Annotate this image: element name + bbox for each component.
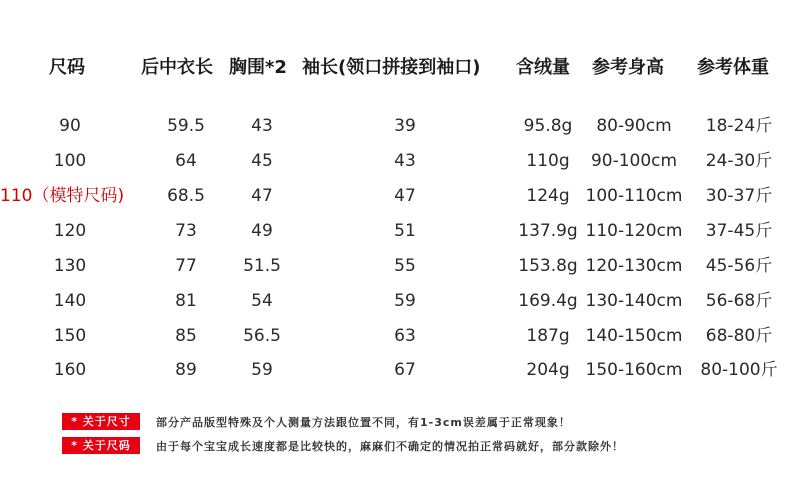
note-badge: * 关于尺码 <box>62 437 140 454</box>
cell-down-content: 110g <box>526 151 570 171</box>
cell-size: 110（模特尺码) <box>0 186 125 206</box>
cell-ref-weight: 24-30斤 <box>705 151 773 171</box>
cell-size: 90 <box>59 116 81 136</box>
header-down-content: 含绒量 <box>516 57 570 78</box>
cell-ref-weight: 30-37斤 <box>705 186 773 206</box>
note-fit <box>62 437 624 454</box>
cell-ref-height: 130-140cm <box>585 291 683 311</box>
header-ref-weight: 参考体重 <box>697 57 769 78</box>
cell-back-length: 85 <box>175 326 197 346</box>
cell-ref-height: 140-150cm <box>585 326 683 346</box>
cell-chest: 59 <box>251 360 273 380</box>
cell-ref-weight: 45-56斤 <box>705 256 773 276</box>
cell-back-length: 77 <box>175 256 197 276</box>
cell-down-content: 187g <box>526 326 570 346</box>
cell-down-content: 153.8g <box>518 256 578 276</box>
note-badge: * 关于尺寸 <box>62 413 140 430</box>
cell-size: 160 <box>53 360 87 380</box>
cell-ref-height: 120-130cm <box>585 256 683 276</box>
cell-sleeve: 63 <box>394 326 416 346</box>
cell-size: 130 <box>53 256 87 276</box>
cell-back-length: 64 <box>175 151 197 171</box>
cell-ref-height: 100-110cm <box>585 186 683 206</box>
cell-back-length: 81 <box>175 291 197 311</box>
cell-ref-height: 110-120cm <box>585 221 683 241</box>
cell-chest: 43 <box>251 116 273 136</box>
cell-down-content: 204g <box>526 360 570 380</box>
cell-ref-height: 90-100cm <box>590 151 678 171</box>
cell-sleeve: 55 <box>394 256 416 276</box>
cell-down-content: 137.9g <box>518 221 578 241</box>
cell-chest: 51.5 <box>243 256 281 276</box>
cell-down-content: 169.4g <box>518 291 578 311</box>
cell-ref-weight: 37-45斤 <box>705 221 773 241</box>
cell-chest: 49 <box>251 221 273 241</box>
header-back-length: 后中衣长 <box>141 57 213 78</box>
cell-back-length: 59.5 <box>167 116 205 136</box>
cell-down-content: 95.8g <box>523 116 573 136</box>
cell-ref-weight: 56-68斤 <box>705 291 773 311</box>
cell-back-length: 89 <box>175 360 197 380</box>
cell-back-length: 68.5 <box>167 186 205 206</box>
cell-sleeve: 39 <box>394 116 416 136</box>
note-text: 部分产品版型特殊及个人测量方法跟位置不同，有1-3cm误差属于正常现象！ <box>156 415 571 429</box>
note-size <box>62 413 571 430</box>
cell-ref-height: 80-90cm <box>596 116 672 136</box>
header-size: 尺码 <box>49 57 85 78</box>
cell-sleeve: 51 <box>394 221 416 241</box>
cell-sleeve: 47 <box>394 186 416 206</box>
cell-ref-weight: 18-24斤 <box>705 116 773 136</box>
cell-sleeve: 43 <box>394 151 416 171</box>
cell-chest: 47 <box>251 186 273 206</box>
cell-down-content: 124g <box>526 186 570 206</box>
header-sleeve: 袖长(领口拼接到袖口) <box>302 57 481 78</box>
cell-ref-weight: 80-100斤 <box>700 360 778 380</box>
header-chest: 胸围*2 <box>229 57 287 78</box>
note-text: 由于每个宝宝成长速度都是比较快的，麻麻们不确定的情况拍正常码就好，部分款除外！ <box>156 439 624 453</box>
header-ref-height: 参考身高 <box>592 57 664 78</box>
cell-size: 140 <box>53 291 87 311</box>
cell-chest: 56.5 <box>243 326 281 346</box>
cell-back-length: 73 <box>175 221 197 241</box>
cell-size: 150 <box>53 326 87 346</box>
cell-sleeve: 67 <box>394 360 416 380</box>
cell-chest: 54 <box>251 291 273 311</box>
cell-ref-weight: 68-80斤 <box>705 326 773 346</box>
cell-size: 100 <box>53 151 87 171</box>
cell-ref-height: 150-160cm <box>585 360 683 380</box>
cell-size: 120 <box>53 221 87 241</box>
cell-chest: 45 <box>251 151 273 171</box>
cell-sleeve: 59 <box>394 291 416 311</box>
